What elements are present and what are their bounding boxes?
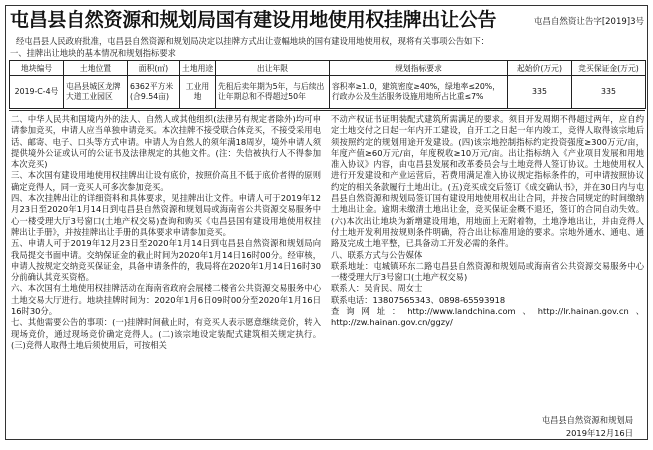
clause-2: 二、中华人民共和国境内外的法人、自然人或其他组织(法律另有规定者除外)均可申请参加竞买，申请人应当单独申请竞买。本次挂牌不接受联合体竞买，不接受采用电话、邮寄、电子、口头等方式申请。申请人为自然人的须年满18周岁，境外申请人须提供境外公证或认可的公证书及法律规定的其他文件。(注：失信被执行人不得参加本次竞买)	[11, 114, 321, 170]
cell-deposit: 335	[572, 76, 646, 109]
cell-planning-indicators: 容积率≥1.0，建筑密度≥40%，绿地率≤20%，行政办公及生活服务设施用地所占比重≤7%	[330, 76, 508, 109]
cell-starting-price: 335	[508, 76, 572, 109]
cell-location: 屯昌县城区龙牌大道工业园区	[64, 76, 128, 109]
query-websites: 查询网址：http://www.landchina.com、http://lr.hainan.gov.cn、http://zw.hainan.gov.cn/ggzy/	[331, 306, 644, 328]
header-land-use: 土地用途	[180, 61, 216, 76]
header-parcel-no: 地块编号	[10, 61, 64, 76]
divider	[9, 110, 645, 111]
left-column	[11, 114, 321, 351]
clause-5: 五、申请人可于2019年12月23日至2020年1月14日到屯昌县自然资源和规划局向我局提交书面申请。交纳保证金的截止时间为2020年1月14日16时00分。经审核，申请人按规定交纳竞买保证金，具备申请条件的，我局将在2020年1月14日16时30分前确认其竞买资格。	[11, 238, 321, 283]
document-number: 屯昌自然资让告字[2019]3号	[533, 17, 644, 27]
signature-org: 屯昌县自然资源和规划局	[541, 415, 633, 425]
header-term: 出让年限	[216, 61, 330, 76]
clause-7-continued: 不动产权证书证明装配式建筑所需满足的要求。须目开发周期不得超过两年，应自约定土地交付之日起一年内开工建设，自开工之日起一年内竣工，竞得人取得该宗地后须按照约定的规划用途开发建设。(四)该宗地控制指标约定投资强度≥300万元/亩，年度产值≥60万元/亩，年度税收≥10万元/亩。出让指标纳入《产业项目发展和用地准入协议》内容，由屯昌县发展和改革委员会与土地竞得人签订协议。土地使用权人进行开发建设和产业运营后，若费用满足准入协议规定指标条件的，可申请按照协议约定的相关条款履行土地出让。(五)竞买成交后签订《成交确认书》，并在30日内与屯昌县自然资源和规划局签订国有建设用地使用权出让合同，并按合同规定的时间缴纳土地出让金。逾期未缴清土地出让金，竞买保证金概不退还，签订的合同自动失效。(六)本次出让地块为新增建设用地，用地面上无附着物，土地净地出让，并由竞得人付土地开发利用按规则条件明确，符合出让标准用途的要求。宗地外通水、通电、通路及完成土地平整，已具备动工开发必需的条件。	[331, 114, 644, 249]
notice-page	[5, 5, 648, 440]
table-header-row	[10, 61, 646, 76]
header-planning-indicators: 规划指标要求	[330, 61, 508, 76]
cell-term: 先租后卖年期为5年，与后续出让年期总和不得超过50年	[216, 76, 330, 109]
contact-phone: 联系电话：13807565343、0898-65593918	[331, 294, 506, 305]
section-heading-8: 八、联系方式与公告媒体	[331, 249, 423, 260]
table-row	[10, 76, 646, 109]
signature-date: 2019年12月16日	[565, 428, 633, 438]
header-location: 土地位置	[64, 61, 128, 76]
clause-4: 四、本次挂牌出让的详细资料和具体要求，见挂牌出让文件。申请人可于2019年12月23日至2020年1月14日到屯昌县自然资源和规划局或海南省公共资源交易服务中心一楼受理大厅3号窗口(土地产权交易)查询和购买《屯昌县国有建设用地使用权挂牌出让手册》，并按挂牌出让手册的具体要求申请参加竞买。	[11, 193, 321, 237]
right-column	[331, 114, 644, 329]
intro-paragraph: 经屯昌县人民政府批准，屯昌县自然资源和规划局决定以挂牌方式出让壹幅地块的国有建设用地使用权，现将有关事项公告如下：	[16, 36, 489, 46]
cell-land-use: 工业用地	[180, 76, 216, 109]
contact-person: 联系人：吴肯民、周女士	[331, 283, 423, 294]
header-starting-price: 起始价(万元)	[508, 61, 572, 76]
header-area: 面积(㎡)	[128, 61, 180, 76]
clause-3: 三、本次国有建设用地使用权挂牌出让设有底价，按照价高且不低于底价者得的原则确定竞得人，同一竞买人可多次参加竞买。	[11, 170, 321, 192]
header-deposit: 竞买保证金(万元)	[572, 61, 646, 76]
contact-address: 联系地址：屯城镇环东二路屯昌县自然资源和规划局或海南省公共资源交易服务中心一楼受理大厅3号窗口(土地产权交易)	[331, 260, 644, 283]
notice-title: 屯昌县自然资源和规划局国有建设用地使用权挂牌出让公告	[10, 9, 497, 31]
section-heading-1: 一、挂牌出让地块的基本情况和规划指标要求	[10, 48, 176, 58]
cell-area: 6362平方米(合9.54亩)	[128, 76, 180, 109]
clause-7: 七、其他需要公告的事项：(一)挂牌时间截止时，有竞买人表示愿意继续竞价，转入现场竞价，通过现场竞价确定竞得人。(二)该宗地设定装配式建筑相关规定执行。(三)竞得人取得土地后须使用后，可按相关	[11, 317, 321, 350]
clause-6: 六、本次国有土地使用权挂牌活动在海南省政府会展楼二楼省公共资源交易服务中心土地交易大厅进行。地块挂牌时间为：2020年1月6日09时00分至2020年1月16日16时30分。	[11, 283, 321, 317]
land-parcel-table	[9, 60, 646, 109]
cell-parcel-no: 2019-C-4号	[10, 76, 64, 109]
header	[10, 8, 646, 32]
